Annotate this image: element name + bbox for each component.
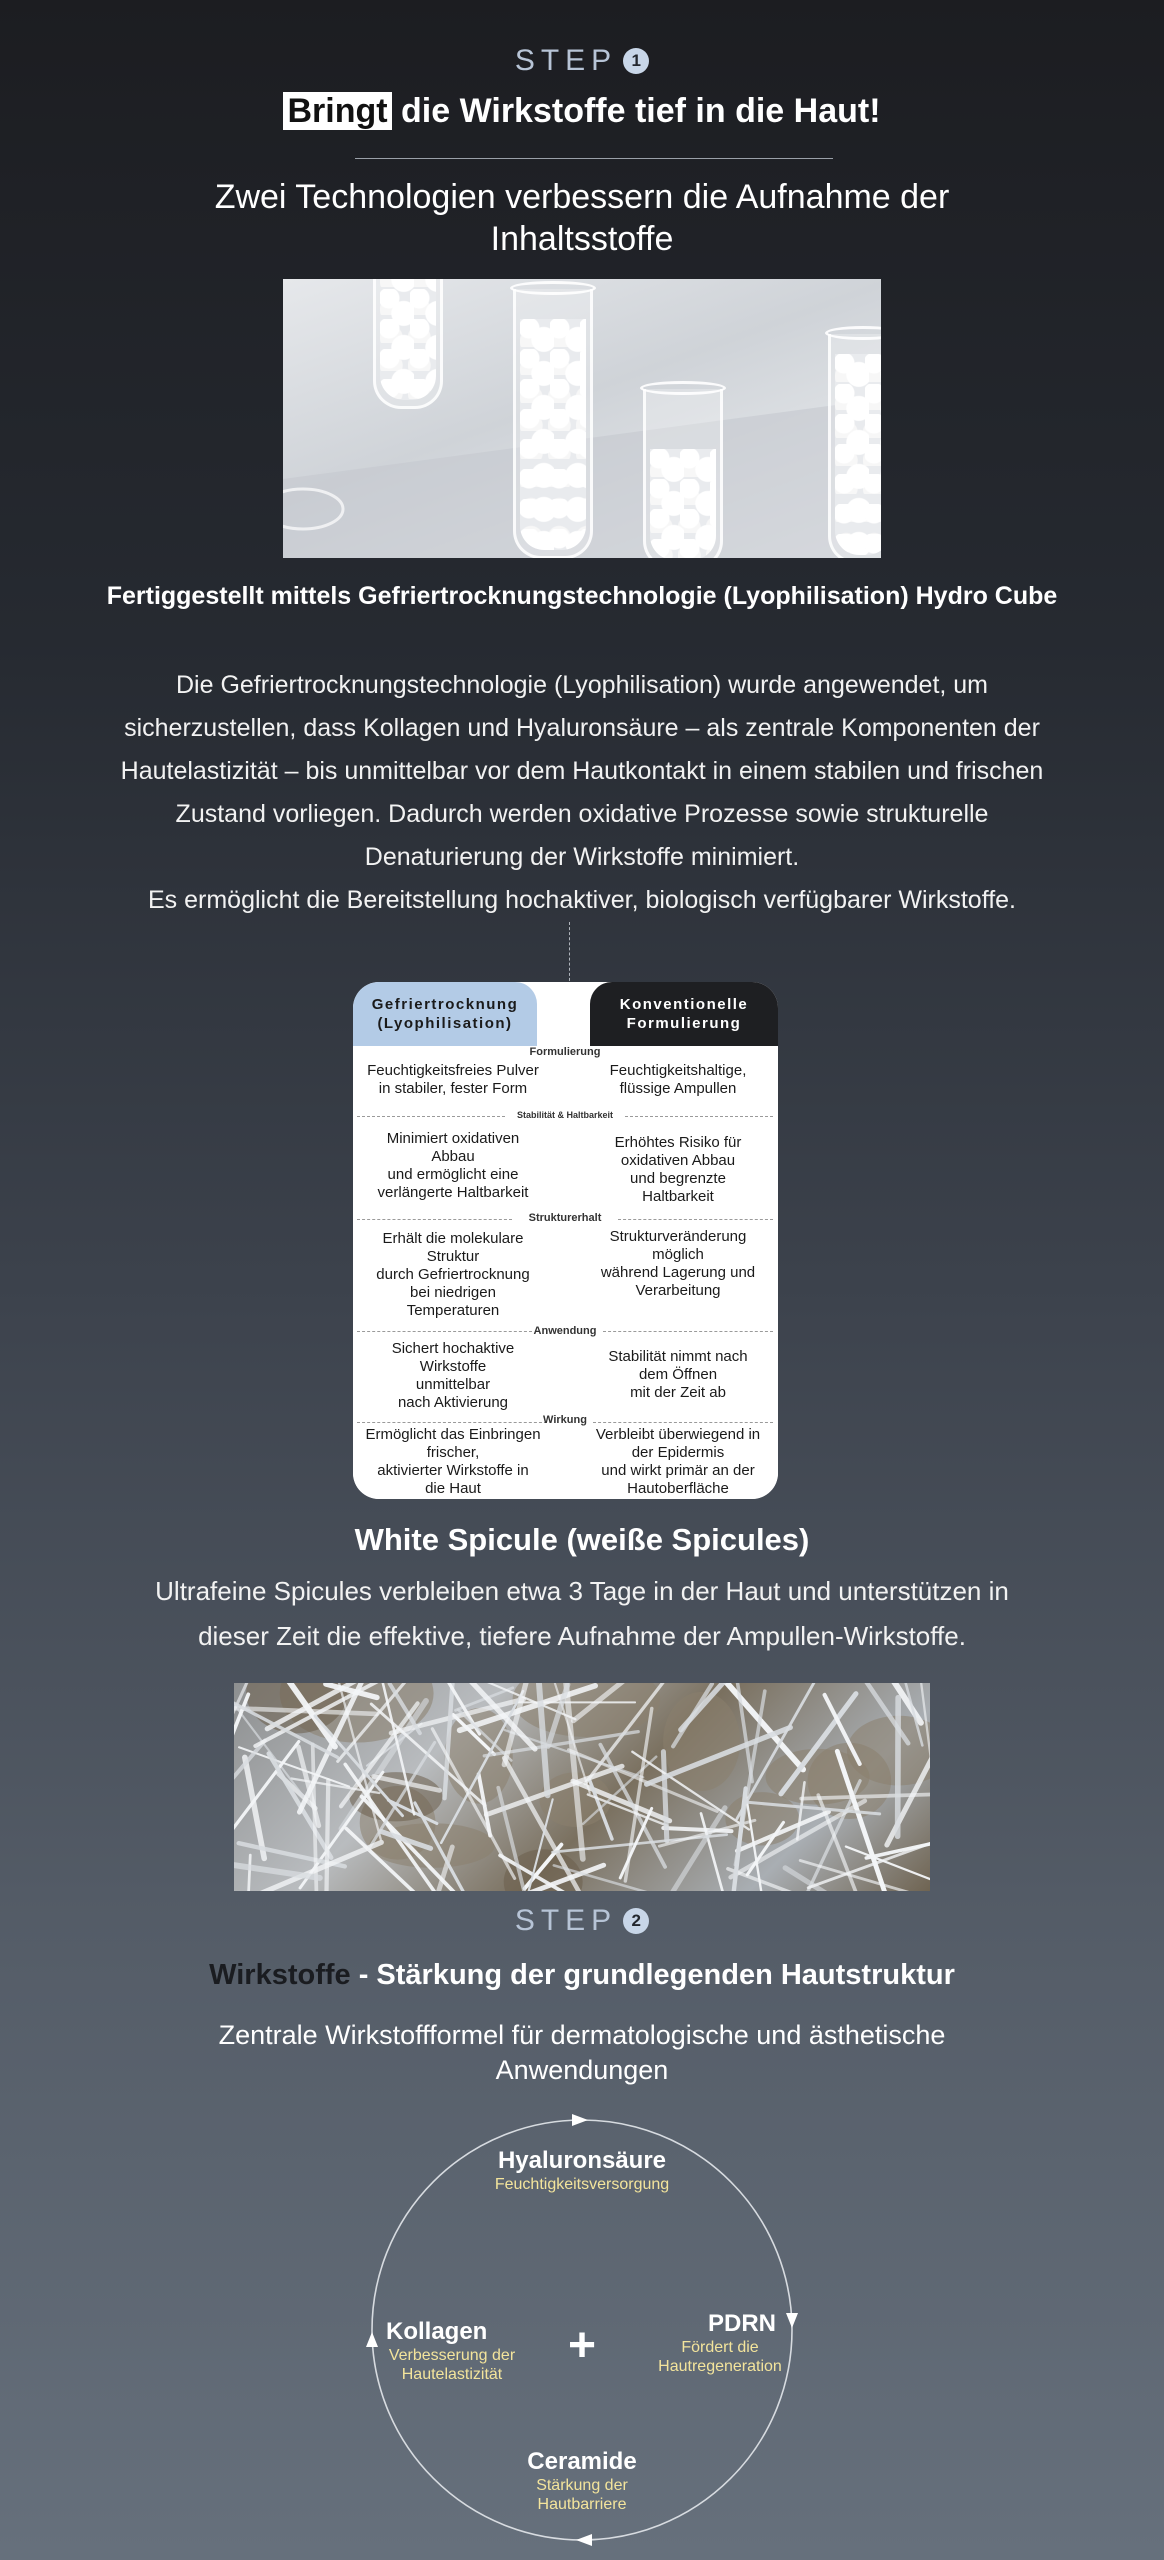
cell-line: Wirkstoffe: [419, 1358, 487, 1375]
connector-dashed-line: [569, 922, 570, 986]
cell-line: Temperaturen: [406, 1302, 500, 1319]
body-line: Es ermöglicht die Bereitstellung hochaktiver, biologisch verfügbarer Wirkstoffe.: [147, 886, 1016, 914]
cell-line: dem Öffnen: [638, 1366, 718, 1383]
step-1-subhead: [0, 176, 1164, 260]
cell-line: aktivierter Wirkstoffe in: [377, 1462, 529, 1479]
node-subtitle: Hautelastizität: [401, 2366, 503, 2383]
node-subtitle: Hautregeneration: [658, 2358, 782, 2375]
tube: [643, 389, 723, 558]
subhead-line: Anwendungen: [495, 2055, 669, 2085]
headline-dark: Wirkstoffe: [209, 1959, 351, 1991]
node-subtitle: Fördert die: [681, 2339, 759, 2356]
body-line: dieser Zeit die effektive, tiefere Aufnahme der Ampullen-Wirkstoffe.: [198, 1621, 966, 1651]
cell-line: Verarbeitung: [635, 1282, 721, 1299]
node-pdrn: [640, 2310, 800, 2376]
freeze-dried-tubes-image: [283, 279, 881, 558]
node-subtitle: Stärkung der: [536, 2477, 628, 2494]
node-hyaluronsaeure: [432, 2147, 732, 2194]
cell-line: in stabiler, fester Form: [378, 1080, 528, 1097]
node-title: Ceramide: [527, 2448, 637, 2475]
body-line: Zustand vorliegen. Dadurch werden oxidative Prozesse sowie strukturelle: [175, 800, 989, 828]
row-label: Stabilität & Haltbarkeit: [516, 1110, 614, 1120]
body-line: Hautelastizität – bis unmittelbar vor dem Hautkontakt in einem stabilen und frischen: [120, 757, 1044, 785]
header-line: Formulierung: [626, 1015, 742, 1032]
body-line: Ultrafeine Spicules verbleiben etwa 3 Tage in der Haut und unterstützen in: [155, 1576, 1009, 1606]
cell-right: [578, 1228, 778, 1300]
subhead-line: Zentrale Wirkstoffformel für dermatologische und ästhetische: [218, 2020, 946, 2050]
cell-right: [578, 1348, 778, 1402]
cell-left: [353, 1230, 553, 1320]
row-label: Anwendung: [533, 1325, 597, 1337]
cell-line: Struktur: [426, 1248, 480, 1265]
cell-line: während Lagerung und: [600, 1264, 756, 1281]
step-number-badge: 1: [623, 48, 649, 74]
cell-line: nach Aktivierung: [397, 1394, 509, 1411]
node-title: Hyaluronsäure: [497, 2147, 667, 2174]
cell-line: und begrenzte: [630, 1170, 726, 1187]
cell-line: Hautoberfläche: [627, 1480, 729, 1497]
row-label: Strukturerhalt: [528, 1212, 602, 1224]
headline-rest: - Stärkung der grundlegenden Hautstruktur: [350, 1959, 955, 1991]
cell-line: mit der Zeit ab: [630, 1384, 726, 1401]
body-line: Die Gefriertrocknungstechnologie (Lyophilisation) wurde angewendet, um: [175, 671, 989, 699]
step-label-text: STEP: [514, 44, 618, 77]
cell-line: Abbau: [431, 1148, 475, 1165]
tube: [373, 279, 443, 409]
cell-line: die Haut: [425, 1480, 481, 1497]
cell-line: Stabilität nimmt nach: [608, 1348, 748, 1365]
plus-icon: +: [567, 2319, 597, 2372]
cell-line: verlängerte Haltbarkeit: [377, 1184, 529, 1201]
cell-line: und wirkt primär an der: [601, 1462, 755, 1479]
step-label-text: STEP: [514, 1904, 618, 1937]
comparison-table: [353, 982, 778, 1499]
node-kollagen: [372, 2318, 532, 2384]
cell-left: [353, 1340, 553, 1412]
cell-line: und ermöglicht eine: [387, 1166, 519, 1183]
row-separator: [625, 1116, 773, 1117]
cell-line: der Epidermis: [631, 1444, 725, 1461]
cell-right: [578, 1134, 778, 1206]
node-title: PDRN: [707, 2310, 776, 2337]
header-line: (Lyophilisation): [377, 1015, 513, 1032]
cell-line: Haltbarkeit: [642, 1188, 714, 1205]
row-separator: [357, 1116, 505, 1117]
step-2-subhead: [0, 2018, 1164, 2088]
column-header-lyophilisation: [353, 982, 537, 1046]
cell-line: Ermöglicht das Einbringen: [365, 1426, 541, 1443]
cell-line: Feuchtigkeitsfreies Pulver: [367, 1062, 539, 1079]
node-ceramide: [482, 2448, 682, 2514]
node-title: Kollagen: [386, 2318, 488, 2345]
header-line: Konventionelle: [619, 996, 749, 1013]
step-2-headline: [0, 1959, 1164, 1992]
spicule-title: White Spicule (weiße Spicules): [354, 1522, 810, 1557]
body-line: Denaturierung der Wirkstoffe minimiert.: [364, 843, 800, 871]
node-subtitle: Hautbarriere: [537, 2496, 627, 2513]
headline-divider: [355, 158, 833, 159]
spicule-crystals-graphic: [234, 1683, 930, 1891]
row-label: Formulierung: [529, 1046, 601, 1058]
cell-line: unmittelbar: [415, 1376, 491, 1393]
tube: [513, 289, 593, 558]
cell-line: Strukturveränderung: [609, 1228, 747, 1245]
cell-left: [353, 1426, 553, 1498]
tube: [828, 334, 881, 558]
header-line: Gefriertrocknung: [371, 996, 519, 1013]
cell-line: Feuchtigkeitshaltige,: [609, 1062, 747, 1079]
cell-right: [578, 1062, 778, 1098]
subhead-line: Zwei Technologien verbessern die Aufnahme der: [214, 178, 950, 216]
cell-line: flüssige Ampullen: [619, 1080, 737, 1097]
spicule-body: [0, 1569, 1164, 1659]
lyophilisation-body: [0, 664, 1164, 922]
headline-highlight: Bringt: [283, 92, 391, 130]
body-line: sicherzustellen, dass Kollagen und Hyaluronsäure – als zentrale Komponenten der: [124, 714, 1040, 742]
step-1-label: [0, 44, 1164, 78]
cell-left: [353, 1062, 553, 1098]
white-spicule-image: [234, 1683, 930, 1891]
cell-line: Verbleibt überwiegend in: [595, 1426, 761, 1443]
cell-line: Erhöhtes Risiko für: [614, 1134, 742, 1151]
cell-line: Minimiert oxidativen: [386, 1130, 520, 1147]
cell-line: frischer,: [426, 1444, 480, 1461]
cell-line: möglich: [652, 1246, 704, 1263]
cell-line: oxidativen Abbau: [620, 1152, 736, 1169]
headline-rest: die Wirkstoffe tief in die Haut!: [391, 92, 881, 130]
cell-line: durch Gefriertrocknung: [376, 1266, 530, 1283]
arrow-top-icon: [572, 2114, 588, 2126]
node-subtitle: Verbesserung der: [388, 2347, 516, 2364]
arrow-bottom-icon: [576, 2534, 592, 2546]
cell-line: bei niedrigen: [410, 1284, 496, 1301]
lyophilisation-title: Fertiggestellt mittels Gefriertrocknungstechnologie (Lyophilisation) Hydro Cube: [106, 582, 1058, 610]
cell-line: Erhält die molekulare: [382, 1230, 524, 1247]
step-1-headline: [0, 92, 1164, 131]
subhead-line: Inhaltsstoffe: [490, 220, 674, 258]
step-number-badge: 2: [623, 1908, 649, 1934]
cell-line: Sichert hochaktive: [391, 1340, 515, 1357]
column-header-conventional: [590, 982, 778, 1046]
node-subtitle: Feuchtigkeitsversorgung: [494, 2176, 670, 2193]
step-2-label: [0, 1904, 1164, 1938]
cell-left: [353, 1130, 553, 1202]
row-label: Wirkung: [543, 1414, 587, 1426]
cell-right: [575, 1426, 778, 1498]
